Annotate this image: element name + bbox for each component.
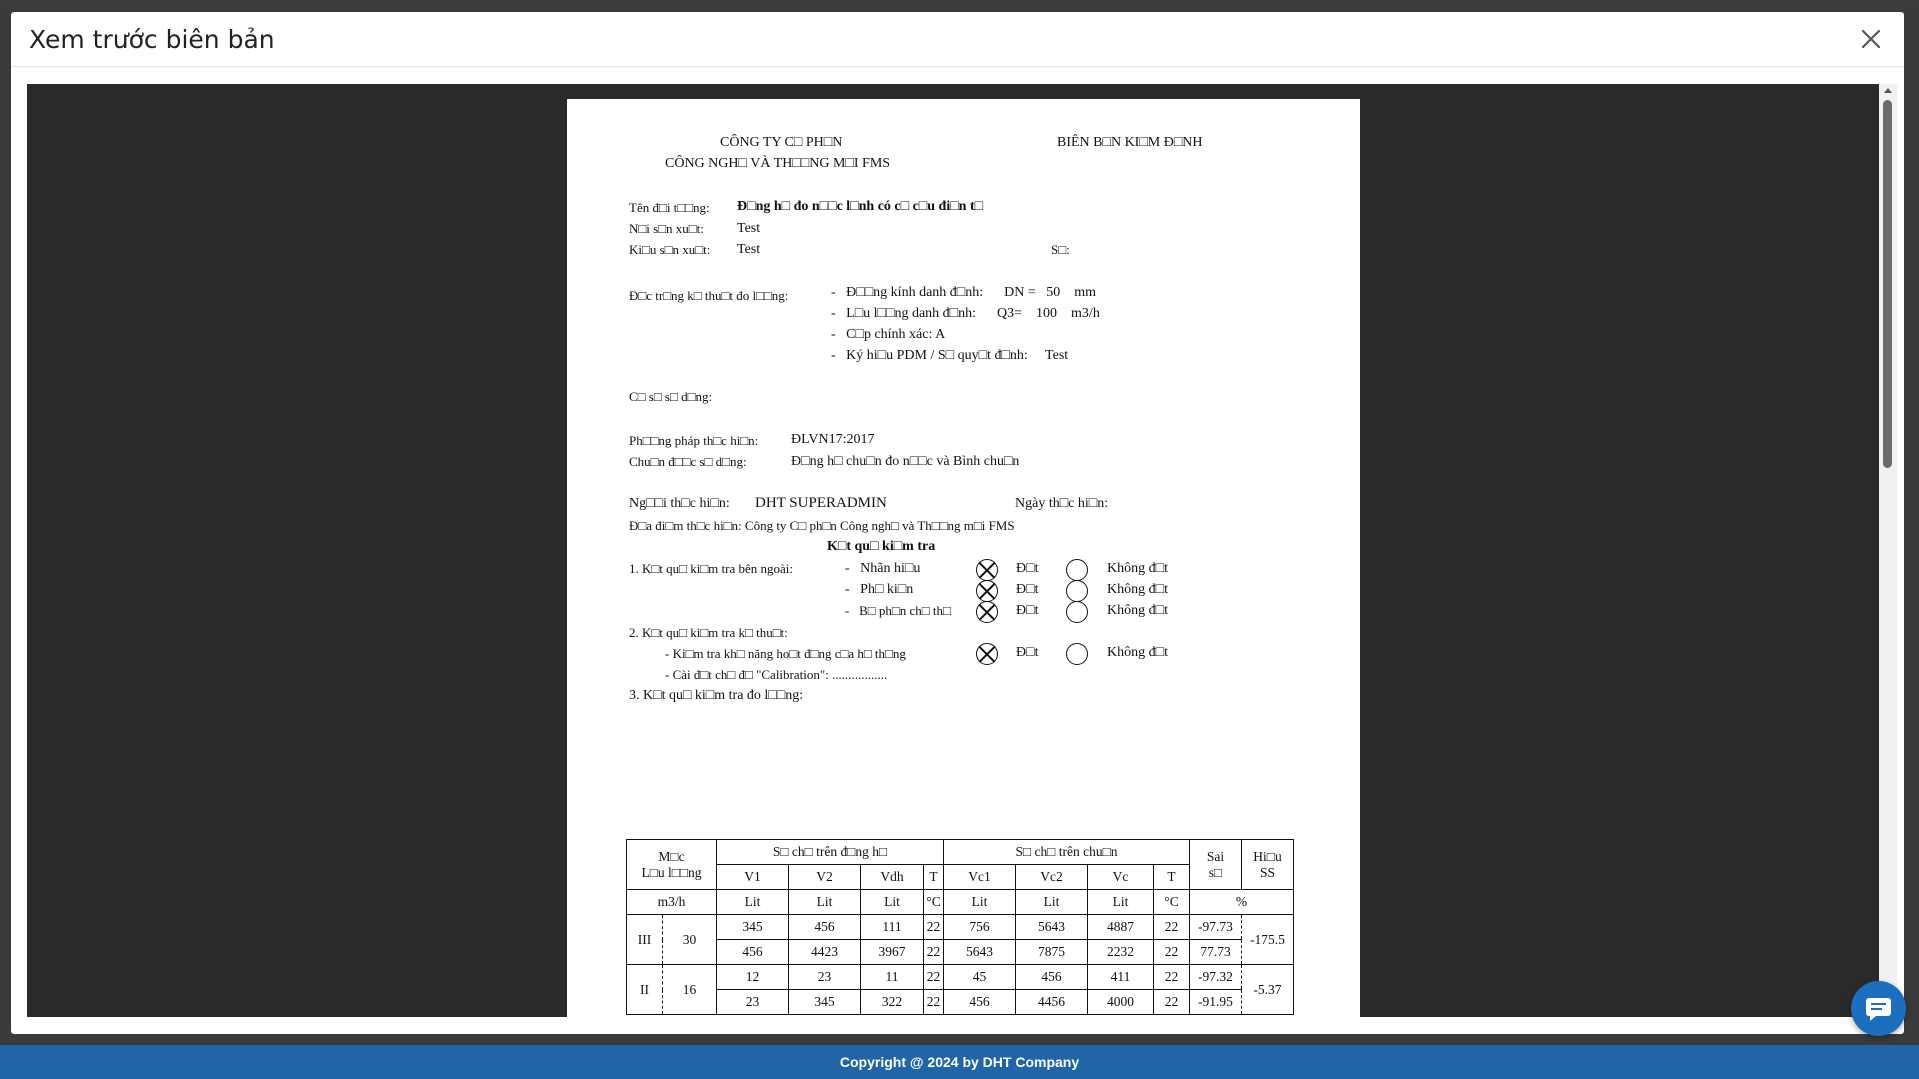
column-header: Vc1 bbox=[944, 865, 1016, 890]
preview-modal bbox=[11, 12, 1904, 1034]
accessory-item-label: - Ph□ ki□n bbox=[845, 582, 914, 597]
fail-label: Không đ□t bbox=[1107, 582, 1168, 597]
table-cell: 456 bbox=[789, 915, 861, 940]
external-item-label: - Nhãn hi□u bbox=[845, 561, 921, 576]
company-name-line-2: CÔNG NGH□ VÀ TH□□NG M□I FMS bbox=[665, 156, 891, 171]
results-title: K□t qu□ ki□m tra bbox=[827, 539, 936, 554]
pass-label: Đ□t bbox=[1016, 582, 1039, 597]
flow-cell: 16 bbox=[663, 965, 717, 1015]
unit-cell: Lit bbox=[717, 890, 789, 915]
flow-header-line-2: L□u l□□ng bbox=[641, 864, 702, 880]
level-cell: II bbox=[627, 965, 663, 1015]
flow-header bbox=[627, 840, 717, 890]
modal-header bbox=[11, 12, 1904, 67]
origin-label: N□i s□n xu□t: bbox=[629, 221, 704, 236]
standard-reading-header: S□ ch□ trên chu□n bbox=[944, 840, 1190, 865]
table-cell: 4423 bbox=[789, 940, 861, 965]
chat-bubble-icon bbox=[1851, 981, 1906, 1036]
table-cell: 4000 bbox=[1088, 990, 1154, 1015]
table-row bbox=[627, 990, 1294, 1015]
page-backdrop bbox=[0, 0, 1919, 12]
table-cell: 2232 bbox=[1088, 940, 1154, 965]
efficiency-cell: -175.5 bbox=[1242, 915, 1294, 965]
document-page bbox=[567, 99, 1360, 1017]
table-cell: 7875 bbox=[1016, 940, 1088, 965]
table-cell: 5643 bbox=[1016, 915, 1088, 940]
unit-cell: Lit bbox=[861, 890, 924, 915]
origin-value: Test bbox=[737, 221, 761, 236]
table-cell: 22 bbox=[924, 990, 944, 1015]
column-header: T bbox=[924, 865, 944, 890]
method-value: ĐLVN17:2017 bbox=[791, 432, 875, 447]
table-cell: 345 bbox=[717, 915, 789, 940]
spec-accuracy: - C□p chính xác: A bbox=[831, 327, 946, 342]
fail-unchecked-icon bbox=[1066, 559, 1088, 581]
indicator-item-label: - B□ ph□n ch□ th□ bbox=[845, 603, 951, 618]
facility-label: C□ s□ s□ d□ng: bbox=[629, 389, 713, 404]
table-row bbox=[627, 940, 1294, 965]
system-check-item: - Ki□m tra kh□ năng ho□t đ□ng c□a h□ th□ng bbox=[665, 646, 906, 661]
pass-label: Đ□t bbox=[1016, 603, 1039, 618]
company-name-line-1: CÔNG TY C□ PH□N bbox=[720, 135, 843, 150]
measurement-table bbox=[626, 839, 1294, 1015]
footer bbox=[0, 1045, 1919, 1079]
error-header-line-1: Sai bbox=[1206, 848, 1225, 864]
document-title: BIÊN B□N KI□M Đ□NH bbox=[1057, 135, 1203, 150]
table-cell: 411 bbox=[1088, 965, 1154, 990]
column-header: V1 bbox=[717, 865, 789, 890]
pass-checked-icon bbox=[976, 601, 998, 623]
unit-cell: m3/h bbox=[627, 890, 717, 915]
spec-label: Đ□c tr□ng k□ thu□t đo l□□ng: bbox=[629, 288, 789, 303]
table-row bbox=[627, 965, 1294, 990]
unit-cell: Lit bbox=[1088, 890, 1154, 915]
efficiency-header-line-1: Hi□u bbox=[1253, 848, 1282, 864]
error-header-line-2: s□ bbox=[1208, 864, 1223, 880]
table-cell: -91.95 bbox=[1190, 990, 1242, 1015]
object-value: Đ□ng h□ đo n□□c l□nh có c□ c□u đi□n t□ bbox=[737, 199, 984, 214]
standard-label: Chu□n đ□□c s□ d□ng: bbox=[629, 454, 747, 469]
unit-cell: Lit bbox=[944, 890, 1016, 915]
table-cell: 4887 bbox=[1088, 915, 1154, 940]
table-cell: -97.32 bbox=[1190, 965, 1242, 990]
table-cell: 322 bbox=[861, 990, 924, 1015]
table-row bbox=[627, 915, 1294, 940]
fail-label: Không đ□t bbox=[1107, 561, 1168, 576]
unit-cell: °C bbox=[924, 890, 944, 915]
serial-label: S□: bbox=[1051, 242, 1070, 257]
spec-pdm: - Ký hi□u PDM / S□ quy□t đ□nh: Test bbox=[831, 348, 1069, 363]
technical-check-label: 2. K□t qu□ ki□m tra k□ thu□t: bbox=[629, 625, 788, 640]
table-cell: 22 bbox=[924, 915, 944, 940]
table-cell: -97.73 bbox=[1190, 915, 1242, 940]
efficiency-header bbox=[1242, 840, 1294, 890]
table-cell: 111 bbox=[861, 915, 924, 940]
object-label: Tên đ□i t□□ng: bbox=[629, 200, 710, 215]
viewer-scrollbar[interactable] bbox=[1879, 84, 1897, 1017]
fail-label: Không đ□t bbox=[1107, 645, 1168, 660]
pass-checked-icon bbox=[976, 643, 998, 665]
table-cell: 756 bbox=[944, 915, 1016, 940]
table-cell: 456 bbox=[1016, 965, 1088, 990]
spec-diameter: - Đ□□ng kính danh đ□nh: DN = 50 mm bbox=[831, 285, 1097, 300]
fail-unchecked-icon bbox=[1066, 643, 1088, 665]
table-cell: 3967 bbox=[861, 940, 924, 965]
efficiency-cell: -5.37 bbox=[1242, 965, 1294, 1015]
table-cell: 345 bbox=[789, 990, 861, 1015]
column-header: Vdh bbox=[861, 865, 924, 890]
table-cell: 22 bbox=[1154, 915, 1190, 940]
flow-header-line-1: M□c bbox=[658, 848, 685, 864]
table-cell: 22 bbox=[924, 965, 944, 990]
table-cell: 22 bbox=[1154, 990, 1190, 1015]
column-header: Vc bbox=[1088, 865, 1154, 890]
error-header bbox=[1190, 840, 1242, 890]
measurement-label: 3. K□t qu□ ki□m tra đo l□□ng: bbox=[629, 688, 804, 703]
external-check-label: 1. K□t qu□ ki□m tra bên ngoài: bbox=[629, 561, 794, 576]
table-cell: 11 bbox=[861, 965, 924, 990]
performer-value: DHT SUPERADMIN bbox=[755, 495, 887, 511]
close-icon[interactable] bbox=[1858, 26, 1884, 52]
flow-cell: 30 bbox=[663, 915, 717, 965]
column-header: T bbox=[1154, 865, 1190, 890]
table-cell: 456 bbox=[717, 940, 789, 965]
table-cell: 23 bbox=[717, 990, 789, 1015]
chat-button[interactable] bbox=[1851, 981, 1906, 1036]
table-cell: 45 bbox=[944, 965, 1016, 990]
model-label: Ki□u s□n xu□t: bbox=[629, 242, 711, 257]
pass-label: Đ□t bbox=[1016, 561, 1039, 576]
calibration-item: - Cài đ□t ch□ đ□ "Calibration": ................. bbox=[665, 667, 888, 682]
table-cell: 456 bbox=[944, 990, 1016, 1015]
meter-reading-header: S□ ch□ trên đ□ng h□ bbox=[717, 840, 944, 865]
pdf-viewer[interactable] bbox=[27, 84, 1879, 1017]
model-value: Test bbox=[737, 242, 761, 257]
table-cell: 4456 bbox=[1016, 990, 1088, 1015]
column-header: Vc2 bbox=[1016, 865, 1088, 890]
fail-unchecked-icon bbox=[1066, 601, 1088, 623]
table-cell: 5643 bbox=[944, 940, 1016, 965]
pass-label: Đ□t bbox=[1016, 645, 1039, 660]
unit-cell: % bbox=[1190, 890, 1294, 915]
spec-flow: - L□u l□□ng danh đ□nh: Q3= 100 m3/h bbox=[831, 306, 1100, 321]
copyright-text: Copyright @ 2024 by DHT Company bbox=[839, 1054, 1080, 1070]
efficiency-header-line-2: SS bbox=[1259, 864, 1276, 880]
column-header: V2 bbox=[789, 865, 861, 890]
standard-value: Đ□ng h□ chu□n đo n□□c và Bình chu□n bbox=[791, 454, 1020, 469]
table-cell: 22 bbox=[1154, 940, 1190, 965]
date-label: Ngày th□c hi□n: bbox=[1015, 496, 1109, 511]
performer-label: Ng□□i th□c hi□n: bbox=[629, 496, 730, 511]
fail-label: Không đ□t bbox=[1107, 603, 1168, 618]
scrollbar-thumb[interactable] bbox=[1883, 100, 1892, 468]
location-line: Đ□a đi□m th□c hi□n: Công ty C□ ph□n Công ngh□ và Th□□ng m□i FMS bbox=[629, 518, 1015, 533]
unit-cell: °C bbox=[1154, 890, 1190, 915]
fail-unchecked-icon bbox=[1066, 580, 1088, 602]
table-cell: 22 bbox=[1154, 965, 1190, 990]
scroll-up-arrow-icon[interactable] bbox=[1884, 88, 1892, 93]
table-cell: 23 bbox=[789, 965, 861, 990]
unit-cell: Lit bbox=[789, 890, 861, 915]
level-cell: III bbox=[627, 915, 663, 965]
table-cell: 22 bbox=[924, 940, 944, 965]
table-cell: 12 bbox=[717, 965, 789, 990]
unit-cell: Lit bbox=[1016, 890, 1088, 915]
table-cell: 77.73 bbox=[1190, 940, 1242, 965]
pass-checked-icon bbox=[976, 559, 998, 581]
modal-title: Xem trước biên bản bbox=[29, 25, 275, 54]
pass-checked-icon bbox=[976, 580, 998, 602]
method-label: Ph□□ng pháp th□c hi□n: bbox=[629, 433, 759, 448]
